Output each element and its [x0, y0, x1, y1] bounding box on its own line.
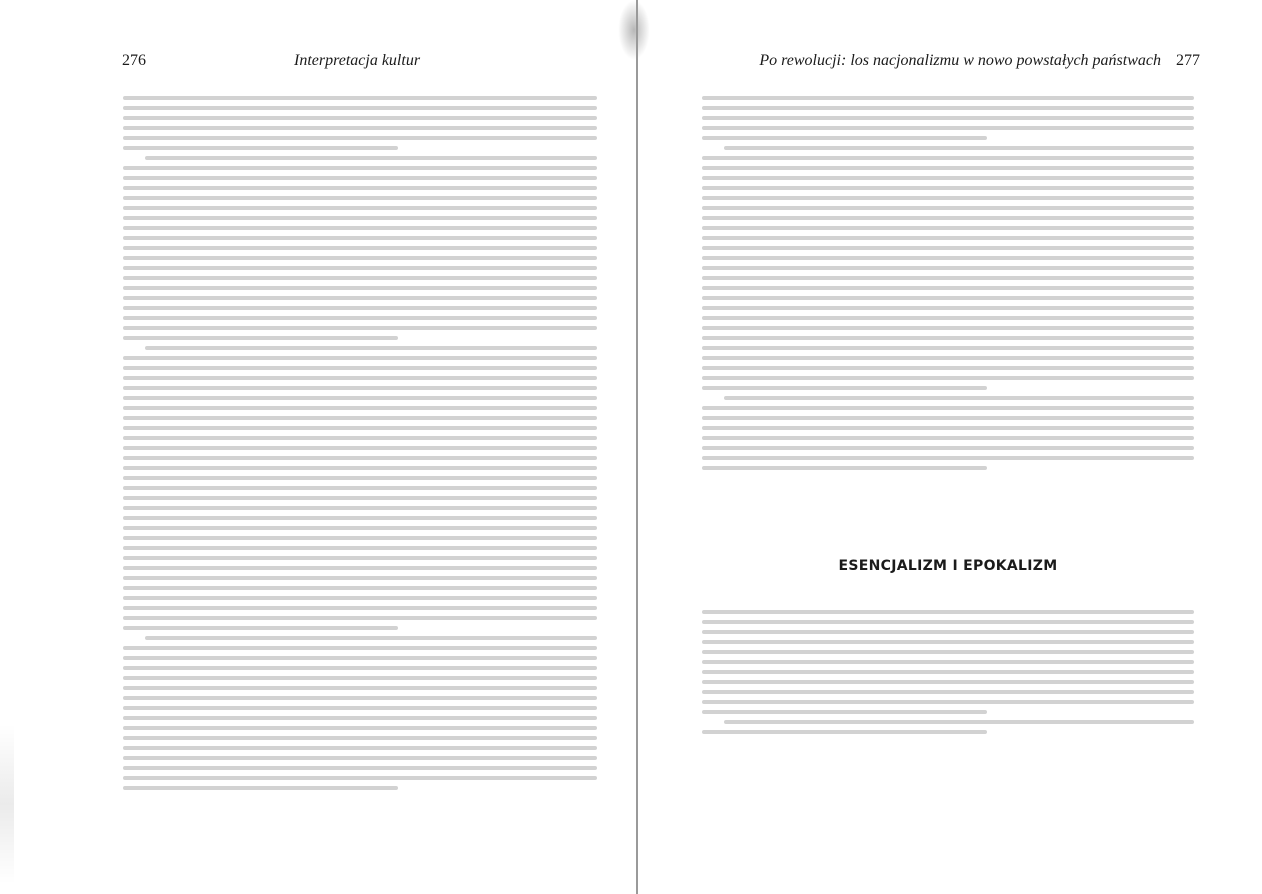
text-line-placeholder: [145, 346, 597, 350]
text-line-placeholder: [702, 386, 987, 390]
text-line-placeholder: [123, 166, 597, 170]
text-line-placeholder: [123, 316, 597, 320]
text-line-placeholder: [123, 196, 597, 200]
text-line-placeholder: [702, 436, 1194, 440]
body-text-left: [123, 90, 597, 796]
text-line-placeholder: [702, 186, 1194, 190]
text-line-placeholder: [123, 716, 597, 720]
text-line-placeholder: [702, 426, 1194, 430]
text-line-placeholder: [702, 456, 1194, 460]
text-line-placeholder: [123, 726, 597, 730]
text-line-placeholder: [702, 326, 1194, 330]
right-page: [632, 0, 1262, 894]
text-line-placeholder: [123, 526, 597, 530]
text-line-placeholder: [702, 466, 987, 470]
text-line-placeholder: [123, 486, 597, 490]
text-line-placeholder: [123, 466, 597, 470]
text-line-placeholder: [123, 506, 597, 510]
text-line-placeholder: [123, 496, 597, 500]
text-line-placeholder: [702, 106, 1194, 110]
text-line-placeholder: [123, 296, 597, 300]
text-line-placeholder: [123, 146, 398, 150]
text-line-placeholder: [702, 256, 1194, 260]
text-line-placeholder: [702, 156, 1194, 160]
text-line-placeholder: [123, 246, 597, 250]
text-line-placeholder: [123, 436, 597, 440]
text-line-placeholder: [123, 576, 597, 580]
text-line-placeholder: [702, 166, 1194, 170]
text-line-placeholder: [123, 656, 597, 660]
paragraph: [702, 720, 1194, 734]
text-line-placeholder: [123, 516, 597, 520]
paragraph: [123, 346, 597, 630]
text-line-placeholder: [702, 126, 1194, 130]
text-line-placeholder: [123, 626, 398, 630]
text-line-placeholder: [123, 206, 597, 210]
text-line-placeholder: [702, 730, 987, 734]
text-line-placeholder: [123, 336, 398, 340]
body-text-right-top: [702, 90, 1194, 476]
text-line-placeholder: [123, 426, 597, 430]
text-line-placeholder: [123, 306, 597, 310]
text-line-placeholder: [702, 346, 1194, 350]
text-line-placeholder: [123, 396, 597, 400]
text-line-placeholder: [702, 376, 1194, 380]
text-line-placeholder: [123, 446, 597, 450]
text-line-placeholder: [702, 96, 1194, 100]
text-line-placeholder: [724, 720, 1194, 724]
text-line-placeholder: [123, 586, 597, 590]
text-line-placeholder: [702, 316, 1194, 320]
text-line-placeholder: [123, 746, 597, 750]
text-line-placeholder: [123, 786, 398, 790]
paragraph: [702, 396, 1194, 470]
text-line-placeholder: [702, 176, 1194, 180]
text-line-placeholder: [123, 456, 597, 460]
text-line-placeholder: [702, 680, 1194, 684]
text-line-placeholder: [123, 566, 597, 570]
text-line-placeholder: [123, 416, 597, 420]
text-line-placeholder: [123, 706, 597, 710]
text-line-placeholder: [724, 146, 1194, 150]
text-line-placeholder: [702, 236, 1194, 240]
text-line-placeholder: [123, 406, 597, 410]
running-head-left: Interpretacja kultur: [294, 52, 421, 69]
text-line-placeholder: [702, 620, 1194, 624]
text-line-placeholder: [702, 306, 1194, 310]
page-number-right: 277: [1176, 52, 1200, 69]
text-line-placeholder: [123, 176, 597, 180]
text-line-placeholder: [123, 276, 597, 280]
text-line-placeholder: [702, 116, 1194, 120]
text-line-placeholder: [123, 126, 597, 130]
text-line-placeholder: [123, 236, 597, 240]
text-line-placeholder: [123, 256, 597, 260]
paragraph: [123, 636, 597, 790]
text-line-placeholder: [123, 136, 597, 140]
text-line-placeholder: [702, 296, 1194, 300]
text-line-placeholder: [123, 96, 597, 100]
text-line-placeholder: [702, 136, 987, 140]
text-line-placeholder: [702, 446, 1194, 450]
paragraph: [702, 146, 1194, 390]
text-line-placeholder: [123, 536, 597, 540]
text-line-placeholder: [123, 646, 597, 650]
text-line-placeholder: [123, 356, 597, 360]
text-line-placeholder: [123, 546, 597, 550]
text-line-placeholder: [702, 366, 1194, 370]
text-line-placeholder: [123, 476, 597, 480]
text-line-placeholder: [724, 396, 1194, 400]
text-line-placeholder: [702, 610, 1194, 614]
text-line-placeholder: [123, 106, 597, 110]
text-line-placeholder: [702, 286, 1194, 290]
text-line-placeholder: [702, 416, 1194, 420]
text-line-placeholder: [123, 386, 597, 390]
text-line-placeholder: [123, 186, 597, 190]
text-line-placeholder: [702, 640, 1194, 644]
text-line-placeholder: [123, 606, 597, 610]
text-line-placeholder: [123, 266, 597, 270]
text-line-placeholder: [145, 156, 597, 160]
text-line-placeholder: [702, 690, 1194, 694]
text-line-placeholder: [123, 116, 597, 120]
paragraph: [123, 156, 597, 340]
text-line-placeholder: [123, 366, 597, 370]
text-line-placeholder: [702, 660, 1194, 664]
text-line-placeholder: [123, 596, 597, 600]
paragraph: [123, 96, 597, 150]
text-line-placeholder: [123, 736, 597, 740]
text-line-placeholder: [123, 226, 597, 230]
text-line-placeholder: [123, 766, 597, 770]
text-line-placeholder: [123, 756, 597, 760]
page-number-left: 276: [122, 52, 146, 69]
text-line-placeholder: [123, 686, 597, 690]
text-line-placeholder: [702, 336, 1194, 340]
text-line-placeholder: [702, 206, 1194, 210]
text-line-placeholder: [123, 216, 597, 220]
text-line-placeholder: [702, 196, 1194, 200]
text-line-placeholder: [123, 696, 597, 700]
text-line-placeholder: [123, 776, 597, 780]
text-line-placeholder: [123, 666, 597, 670]
text-line-placeholder: [145, 636, 597, 640]
text-line-placeholder: [123, 376, 597, 380]
text-line-placeholder: [702, 406, 1194, 410]
section-heading: ESENCJALIZM I EPOKALIZM: [838, 558, 1058, 574]
text-line-placeholder: [123, 676, 597, 680]
text-line-placeholder: [702, 246, 1194, 250]
text-line-placeholder: [702, 710, 987, 714]
text-line-placeholder: [123, 286, 597, 290]
text-line-placeholder: [702, 356, 1194, 360]
text-line-placeholder: [702, 226, 1194, 230]
text-line-placeholder: [702, 276, 1194, 280]
text-line-placeholder: [702, 216, 1194, 220]
paragraph: [702, 610, 1194, 714]
text-line-placeholder: [702, 670, 1194, 674]
text-line-placeholder: [123, 556, 597, 560]
text-line-placeholder: [123, 616, 597, 620]
body-text-right-bottom: [702, 604, 1194, 740]
text-line-placeholder: [702, 266, 1194, 270]
paragraph: [702, 96, 1194, 140]
text-line-placeholder: [123, 326, 597, 330]
text-line-placeholder: [702, 700, 1194, 704]
running-head-right: Po rewolucji: los nacjonalizmu w nowo powstałych państwach: [759, 52, 1161, 69]
text-line-placeholder: [702, 650, 1194, 654]
text-line-placeholder: [702, 630, 1194, 634]
